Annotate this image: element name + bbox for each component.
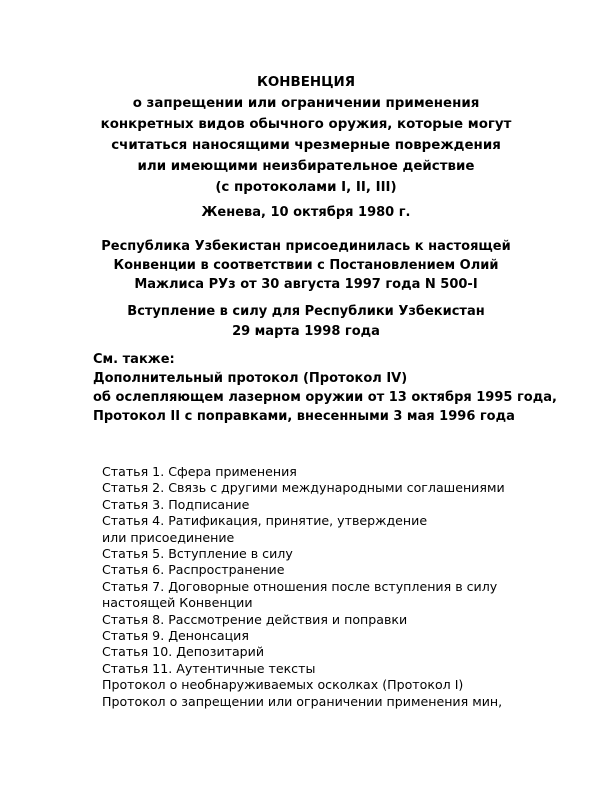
toc-item[interactable]: Статья 4. Ратификация, принятие, утверждение — [102, 513, 428, 529]
title-line: КОНВЕНЦИЯ — [256, 75, 356, 90]
see-also-link[interactable]: Протокол II с поправками, внесенными 3 мая 1996 года — [93, 409, 515, 424]
title-line: конкретных видов обычного оружия, которые могут — [100, 117, 512, 132]
accession-note — [0, 237, 612, 294]
title-line: считаться наносящими чрезмерные повреждения — [111, 138, 501, 153]
toc-item[interactable]: Статья 10. Депозитарий — [102, 644, 265, 660]
see-also-section — [93, 350, 557, 426]
toc-item[interactable]: Статья 9. Денонсация — [102, 628, 249, 644]
toc-item[interactable]: Статья 7. Договорные отношения после вступления в силу — [102, 578, 498, 594]
toc-item[interactable]: Статья 3. Подписание — [102, 496, 250, 512]
entry-line: Вступление в силу для Республики Узбекистан — [127, 304, 485, 319]
toc-item[interactable]: Протокол о необнаруживаемых осколках (Протокол I) — [102, 677, 464, 693]
title-line: или имеющими неизбирательное действие — [137, 159, 475, 174]
toc-item[interactable]: Статья 11. Аутентичные тексты — [102, 660, 316, 676]
toc-item[interactable]: Статья 8. Рассмотрение действия и поправки — [102, 611, 408, 627]
entry-line: 29 марта 1998 года — [232, 324, 380, 339]
title-line: (с протоколами I, II, III) — [215, 180, 397, 195]
see-also-link[interactable]: Дополнительный протокол (Протокол IV) — [93, 371, 408, 386]
toc-item[interactable]: настоящей Конвенции — [102, 595, 253, 611]
toc-item[interactable]: Статья 1. Сфера применения — [102, 464, 297, 479]
adoption-date — [0, 203, 612, 223]
title-line: о запрещении или ограничении применения — [132, 96, 480, 111]
accession-line: Мажлиса РУз от 30 августа 1997 года N 500-I — [134, 277, 478, 292]
entry-into-force — [0, 302, 612, 342]
see-also-heading: См. также: — [93, 352, 175, 367]
accession-line: Республика Узбекистан присоединилась к настоящей — [101, 239, 511, 254]
toc-item[interactable]: Статья 5. Вступление в силу — [102, 546, 293, 562]
toc-item[interactable]: Статья 6. Распространение — [102, 562, 285, 578]
date-line: Женева, 10 октября 1980 г. — [201, 205, 411, 220]
see-also-link[interactable]: об ослепляющем лазерном оружии от 13 октября 1995 года, — [93, 390, 557, 405]
toc-item[interactable]: Протокол о запрещении или ограничении применения мин, — [102, 693, 503, 709]
document-title — [0, 72, 612, 198]
table-of-contents — [102, 464, 505, 710]
accession-line: Конвенции в соответствии с Постановлением Олий — [113, 258, 499, 273]
toc-item[interactable]: Статья 2. Связь с другими международными соглашениями — [102, 480, 505, 496]
toc-item[interactable]: или присоединение — [102, 529, 235, 545]
